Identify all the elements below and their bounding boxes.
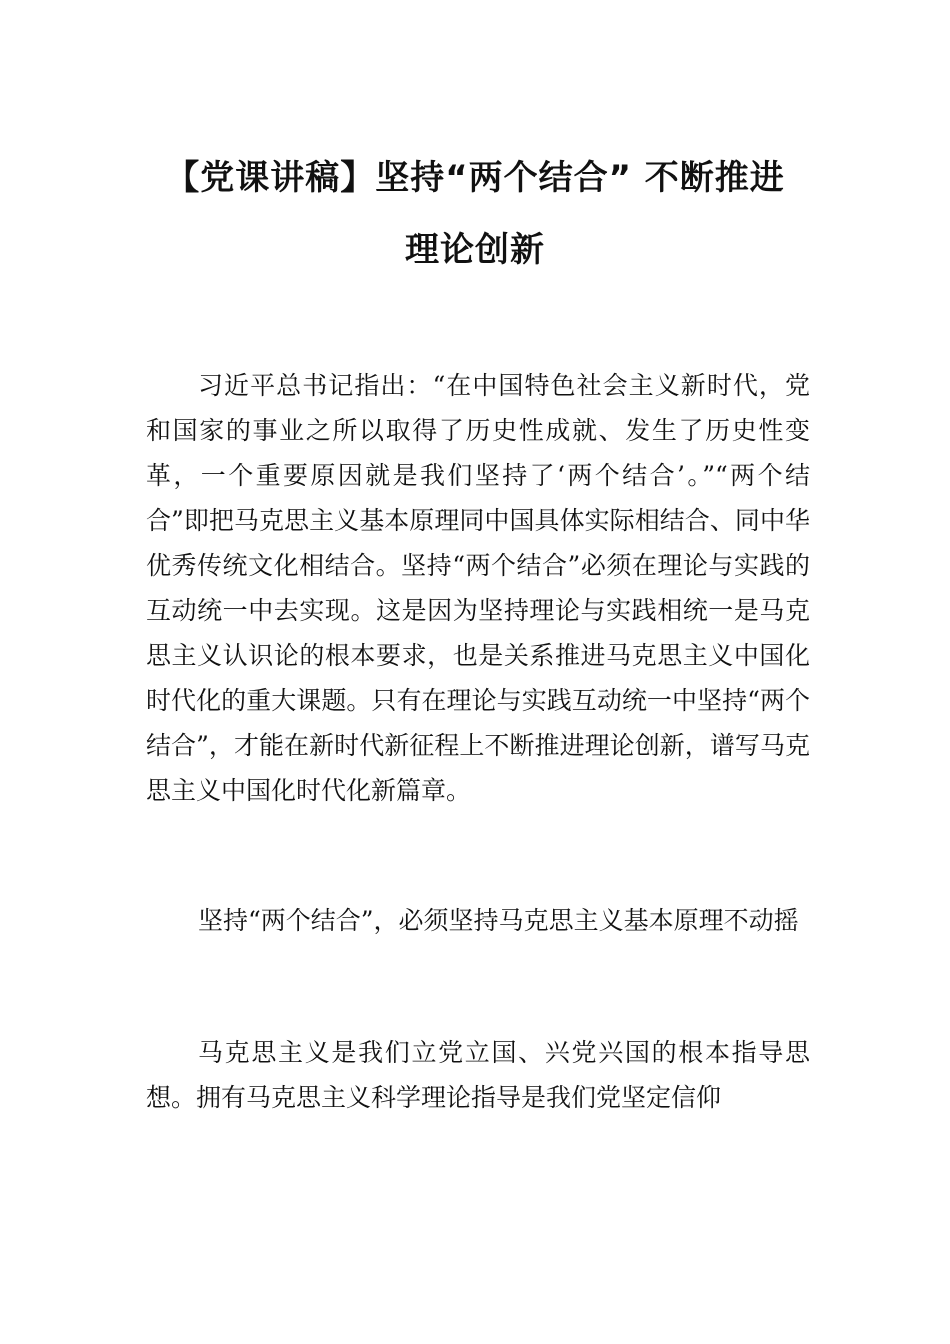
document-title-line-1: 【党课讲稿】坚持“两个结合” 不断推进 (165, 158, 785, 198)
body-paragraph-3: 马克思主义是我们立党立国、兴党兴国的根本指导思想。拥有马克思主义科学理论指导是我们党坚定信仰 (146, 1038, 810, 1112)
section-heading-paragraph: 坚持“两个结合”，必须坚持马克思主义基本原理不动摇 (198, 906, 799, 935)
body-paragraph-1: 习近平总书记指出：“在中国特色社会主义新时代，党和国家的事业之所以取得了历史性成就、发生了历史性变革，一个重要原因就是我们坚持了‘两个结合’。”“两个结合”即把马克思主义基本原理同中国具体实际相结合、同中华优秀传统文化相结合。坚持“两个结合”必须在理论与实践的互动统一中去实现。这是因为坚持理论与实践相统一是马克思主义认识论的根本要求，也是关系推进马克思主义中国化时代化的重大课题。只有在理论与实践互动统一中坚持“两个结合”，才能在新时代新征程上不断推进理论创新，谱写马克思主义中国化时代化新篇章。 (146, 371, 810, 805)
document-title-line-2: 理论创新 (405, 230, 545, 270)
